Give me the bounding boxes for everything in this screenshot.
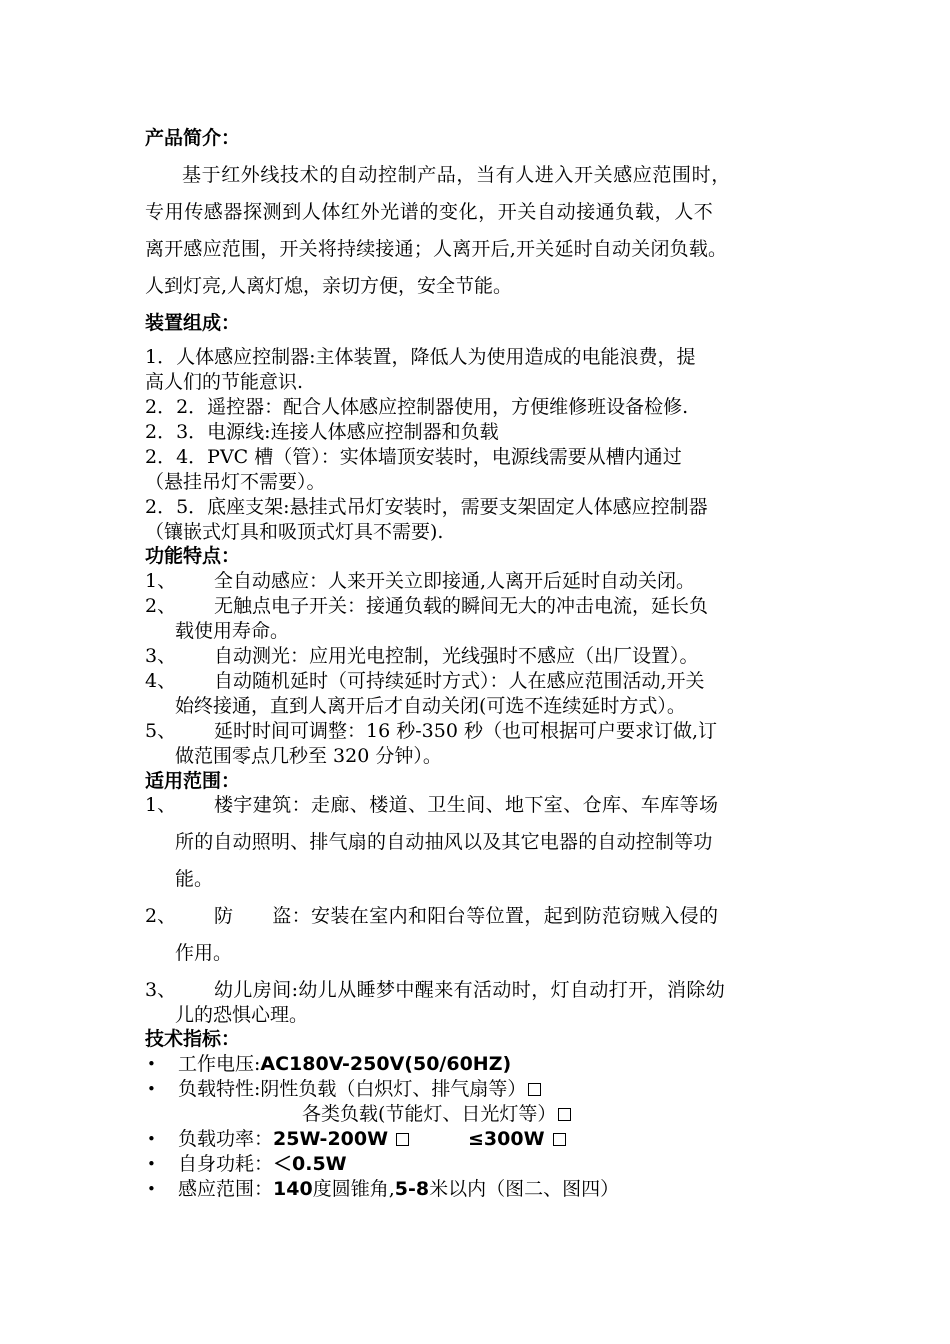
application-text: 所的自动照明、排气扇的自动抽风以及其它电器的自动控制等功 — [175, 831, 713, 853]
application-number: 1、 — [145, 794, 177, 816]
composition-line: 2．5．底座支架:悬挂式吊灯安装时，需要支架固定人体感应控制器 — [145, 496, 708, 518]
feature-number: 4、 — [145, 670, 177, 692]
spec-power — [178, 1127, 409, 1151]
spec-range-value2: 5-8 — [394, 1178, 430, 1200]
composition-line: 2．3．电源线:连接人体感应控制器和负载 — [145, 421, 499, 443]
intro-line: 基于红外线技术的自动控制产品，当有人进入开关感应范围时， — [182, 164, 731, 186]
feature-number: 1、 — [145, 570, 177, 592]
spec-power-alt — [468, 1127, 566, 1151]
features-heading: 功能特点： — [145, 545, 241, 567]
feature-text: 始终接通，直到人离开后才自动关闭(可选不连续延时方式）。 — [175, 695, 686, 717]
spec-range-text1: 度圆锥角, — [312, 1178, 395, 1200]
spec-range-value1: 140 — [273, 1178, 313, 1200]
application-text: 幼儿房间:幼儿从睡梦中醒来有活动时，灯自动打开，消除幼 — [214, 979, 726, 1001]
specs-heading: 技术指标： — [145, 1028, 241, 1050]
spec-voltage — [178, 1052, 511, 1076]
spec-range-text2: 米以内（图二、图四） — [429, 1178, 620, 1200]
composition-line: 2．2．遥控器：配合人体感应控制器使用，方便维修班设备检修. — [145, 396, 689, 418]
application-text: 能。 — [175, 868, 214, 890]
spec-self-value: ＜0.5W — [273, 1153, 347, 1175]
composition-line: （悬挂吊灯不需要）。 — [145, 471, 326, 493]
application-number: 3、 — [145, 979, 177, 1001]
feature-text: 载使用寿命。 — [175, 620, 290, 642]
application-text: 儿的恐惧心理。 — [175, 1004, 309, 1026]
spec-load-label: 负载特性: — [178, 1078, 261, 1100]
checkbox-icon — [528, 1083, 541, 1096]
feature-text: 延时时间可调整：16 秒-350 秒（也可根据可户要求订做,订 — [214, 720, 717, 742]
intro-heading: 产品简介： — [145, 127, 241, 149]
applications-heading: 适用范围： — [145, 770, 241, 792]
spec-voltage-value: AC180V-250V(50/60HZ) — [260, 1053, 512, 1075]
spec-self-power — [178, 1152, 347, 1176]
spec-load-line1: 阴性负载（白炽灯、排气扇等） — [260, 1078, 527, 1100]
spec-range-label: 感应范围： — [178, 1178, 274, 1200]
intro-line: 专用传感器探测到人体红外光谱的变化，开关自动接通负载，人不 — [145, 201, 714, 223]
feature-text: 做范围零点几秒至 320 分钟）。 — [175, 745, 442, 767]
spec-self-label: 自身功耗： — [178, 1153, 274, 1175]
spec-range — [178, 1177, 619, 1201]
feature-number: 2、 — [145, 595, 177, 617]
checkbox-icon — [553, 1133, 566, 1146]
spec-load-line2: 各类负载(节能灯、日光灯等） — [302, 1103, 557, 1125]
intro-line: 人到灯亮,人离灯熄，亲切方便，安全节能。 — [145, 275, 513, 297]
spec-power-value1: 25W-200W — [273, 1128, 389, 1150]
bullet-icon: • — [147, 1055, 156, 1073]
composition-line: （镶嵌式灯具和吸顶式灯具不需要). — [145, 521, 444, 543]
feature-text: 自动测光：应用光电控制，光线强时不感应（出厂设置）。 — [214, 645, 699, 667]
feature-number: 5、 — [145, 720, 177, 742]
bullet-icon: • — [147, 1180, 156, 1198]
bullet-icon: • — [147, 1130, 156, 1148]
composition-heading: 装置组成： — [145, 312, 241, 334]
bullet-icon: • — [147, 1155, 156, 1173]
spec-power-value2: ≤300W — [468, 1128, 545, 1150]
application-number: 2、 — [145, 905, 177, 927]
spec-load-row2 — [302, 1102, 571, 1126]
feature-text: 无触点电子开关：接通负载的瞬间无大的冲击电流，延长负 — [214, 595, 709, 617]
application-text: 作用。 — [175, 942, 233, 964]
checkbox-icon — [558, 1108, 571, 1121]
feature-text: 全自动感应：人来开关立即接通,人离开后延时自动关闭。 — [214, 570, 696, 592]
spec-load — [178, 1077, 541, 1101]
feature-number: 3、 — [145, 645, 177, 667]
spec-voltage-label: 工作电压: — [178, 1053, 261, 1075]
composition-line: 1．人体感应控制器:主体装置，降低人为使用造成的电能浪费，提 — [145, 346, 696, 368]
intro-line: 离开感应范围，开关将持续接通；人离开后,开关延时自动关闭负载。 — [145, 238, 728, 260]
application-text: 防 盗：安装在室内和阳台等位置，起到防范窃贼入侵的 — [214, 905, 719, 927]
checkbox-icon — [396, 1133, 409, 1146]
composition-line: 高人们的节能意识. — [145, 371, 304, 393]
feature-text: 自动随机延时（可持续延时方式）：人在感应范围活动,开关 — [214, 670, 705, 692]
bullet-icon: • — [147, 1080, 156, 1098]
application-text: 楼宇建筑：走廊、楼道、卫生间、地下室、仓库、车库等场 — [214, 794, 719, 816]
composition-line: 2．4．PVC 槽（管）：实体墙顶安装时，电源线需要从槽内通过 — [145, 446, 682, 468]
spec-power-label: 负载功率： — [178, 1128, 274, 1150]
